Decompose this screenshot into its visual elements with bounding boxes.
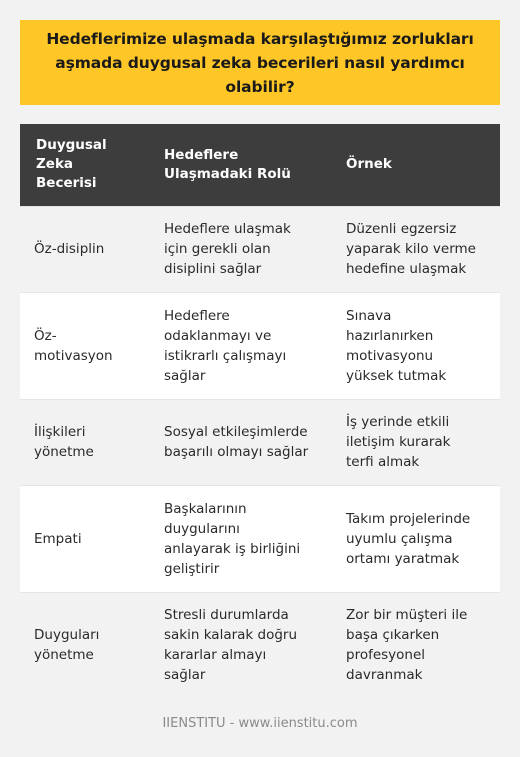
cell-role (148, 592, 330, 697)
cell-example-line: hazırlanırken (346, 327, 434, 344)
cell-role (148, 206, 330, 292)
cell-example-line: Zor bir müşteri ile (346, 606, 468, 623)
table-row (20, 292, 500, 399)
header-skill (20, 124, 148, 206)
table-row (20, 592, 500, 697)
header-skill-line: Zeka (36, 156, 74, 173)
header-skill-line: Becerisi (36, 175, 97, 192)
cell-role-line: Hedeflere ulaşmak (164, 221, 291, 237)
cell-example (330, 206, 500, 292)
cell-role-line: Stresli durumlarda (164, 606, 289, 623)
cell-example-line: motivasyonu (346, 347, 434, 364)
table-row (20, 485, 500, 592)
footer-credit: IIENSTITU - www.iienstitu.com (162, 716, 358, 731)
cell-role-line: sakin kalarak doğru (164, 626, 298, 643)
cell-role-line: Başkalarının (164, 500, 247, 517)
cell-role (148, 485, 330, 592)
cell-example-line: başa çıkarken (346, 626, 440, 643)
cell-skill (20, 399, 148, 485)
cell-role-line: sağlar (164, 666, 206, 683)
cell-role-line: duygularını (164, 520, 240, 537)
table-row (20, 399, 500, 485)
cell-role-line: için gerekli olan (164, 241, 271, 257)
table-body (20, 206, 500, 697)
cell-role-line: sağlar (164, 367, 206, 384)
page-title (34, 27, 486, 99)
cell-skill-line: Empati (34, 530, 82, 547)
cell-example (330, 292, 500, 399)
cell-skill-line: Duyguları (34, 626, 100, 643)
table-row (20, 206, 500, 292)
cell-example-line: Takım projelerinde (346, 510, 471, 527)
cell-skill (20, 206, 148, 292)
header-role-line: Ulaşmadaki Rolü (164, 165, 291, 182)
cell-role-line: disiplini sağlar (164, 261, 262, 277)
title-line-2: aşmada duygusal zeka becerileri nasıl yardımcı olabilir? (55, 53, 465, 96)
cell-role-line: başarılı olmayı sağlar (164, 444, 309, 460)
skills-table-container (20, 124, 500, 697)
title-banner (20, 20, 500, 105)
cell-skill-line: motivasyon (34, 347, 113, 364)
cell-skill-line: yönetme (34, 646, 94, 663)
cell-example-line: uyumlu çalışma (346, 530, 453, 547)
cell-role-line: Hedeflere (164, 307, 230, 324)
header-example-line: Örnek (346, 156, 392, 173)
header-role-line: Hedeflere (164, 146, 239, 163)
header-role (148, 124, 330, 206)
cell-skill-line: yönetme (34, 444, 94, 460)
cell-skill (20, 292, 148, 399)
cell-role-line: istikrarlı çalışmayı (164, 347, 287, 364)
cell-skill-line: İlişkileri (34, 424, 86, 440)
cell-role-line: geliştirir (164, 560, 220, 577)
cell-role-line: kararlar almayı (164, 646, 267, 663)
cell-role-line: odaklanmayı ve (164, 327, 272, 344)
cell-example-line: İş yerinde etkili (346, 414, 450, 430)
cell-example (330, 399, 500, 485)
cell-skill-line: Öz-disiplin (34, 241, 105, 257)
skills-table (20, 124, 500, 697)
title-line-1: Hedeflerimize ulaşmada karşılaştığımız zorlukları (46, 29, 474, 48)
cell-example (330, 485, 500, 592)
header-skill-line: Duygusal (36, 137, 107, 154)
cell-example-line: terfi almak (346, 454, 420, 470)
cell-skill-line: Öz- (34, 327, 57, 344)
cell-example-line: davranmak (346, 666, 423, 683)
cell-example-line: hedefine ulaşmak (346, 261, 467, 277)
cell-example-line: Düzenli egzersiz (346, 221, 457, 237)
table-header-row (20, 124, 500, 206)
cell-role (148, 292, 330, 399)
header-example (330, 124, 500, 206)
cell-example (330, 592, 500, 697)
table-header (20, 124, 500, 206)
cell-example-line: Sınava (346, 307, 392, 324)
cell-role (148, 399, 330, 485)
cell-example-line: iletişim kurarak (346, 434, 451, 450)
cell-role-line: Sosyal etkileşimlerde (164, 424, 308, 440)
cell-skill (20, 485, 148, 592)
cell-example-line: ortamı yaratmak (346, 550, 460, 567)
cell-role-line: anlayarak iş birliğini (164, 540, 301, 557)
cell-skill (20, 592, 148, 697)
cell-example-line: yüksek tutmak (346, 367, 447, 384)
cell-example-line: yaparak kilo verme (346, 241, 476, 257)
cell-example-line: profesyonel (346, 646, 426, 663)
